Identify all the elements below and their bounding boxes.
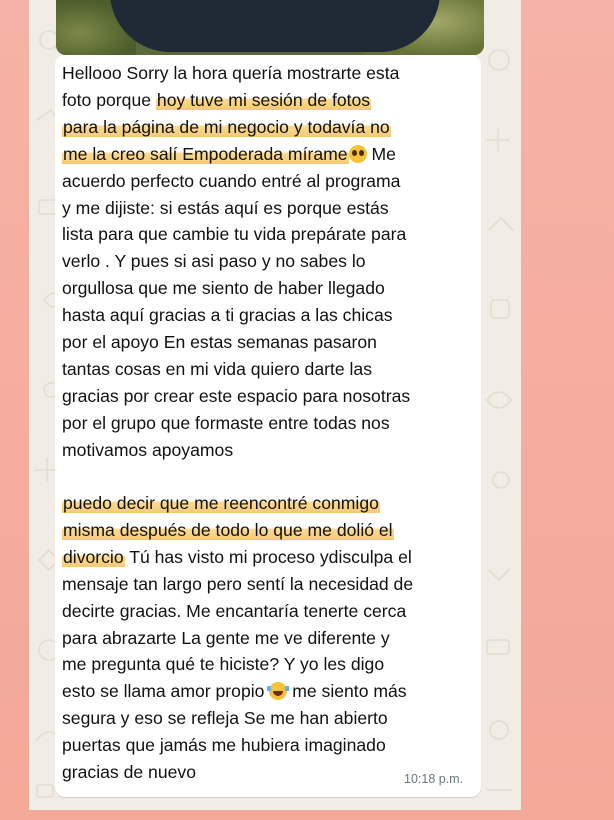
message-text: Me xyxy=(366,143,396,164)
message-line xyxy=(62,383,482,410)
message-line xyxy=(62,598,482,625)
message-timestamp: 10:18 p.m. xyxy=(404,772,464,786)
message-paragraph-1 xyxy=(62,60,482,464)
message-line xyxy=(62,141,482,168)
message-text: para abrazarte La gente me ve diferente y xyxy=(62,627,390,648)
message-line xyxy=(62,356,482,383)
message-text: acuerdo perfecto cuando entré al programa xyxy=(62,170,401,191)
message-line xyxy=(62,410,482,437)
message-text: gracias de nuevo xyxy=(62,762,196,783)
shared-photo-preview[interactable] xyxy=(56,0,484,55)
message-text: por el apoyo En estas semanas pasaron xyxy=(62,332,377,353)
message-line xyxy=(62,221,482,248)
highlighted-text: puedo decir que me reencontré conmigo xyxy=(63,493,379,513)
message-line xyxy=(62,678,482,705)
message-text: mensaje tan largo pero sentí la necesidad de xyxy=(62,573,414,594)
message-line xyxy=(62,329,482,356)
message-text: orgullosa que me siento de haber llegado xyxy=(62,278,385,299)
highlighted-text: misma después de todo lo que me dolió el xyxy=(63,519,393,540)
highlighted-text: divorcio xyxy=(63,546,124,567)
message-line xyxy=(62,705,482,732)
message-line xyxy=(62,732,482,759)
message-text: motivamos apoyamos xyxy=(62,439,234,460)
message-text: decirte gracias. Me encantaría tenerte cerca xyxy=(62,600,407,621)
highlighted-text: hoy tuve mi sesión de fotos xyxy=(156,89,371,110)
message-line xyxy=(62,168,482,195)
message-text: tantas cosas en mi vida quiero darte las xyxy=(62,358,373,379)
message-text: me siento más xyxy=(287,681,407,702)
message-line xyxy=(62,571,482,598)
message-line xyxy=(62,302,482,329)
highlighted-text: me la creo salí Empoderada mírame xyxy=(63,143,348,164)
message-line xyxy=(62,195,482,222)
message-line xyxy=(62,437,482,464)
photo-person xyxy=(110,0,440,52)
message-text: Hellooo Sorry la hora quería mostrarte esta xyxy=(62,63,400,83)
message-text: verlo . Y pues si asi paso y no sabes lo xyxy=(62,251,366,272)
message-line xyxy=(62,651,482,678)
message-line xyxy=(62,114,482,141)
message-text: me pregunta qué te hiciste? Y yo les digo xyxy=(62,654,385,675)
message-paragraph-2 xyxy=(62,490,482,786)
message-text: hasta aquí gracias a ti gracias a las chicas xyxy=(62,305,393,326)
laughing-tears-face-icon xyxy=(269,682,287,700)
message-text: esto se llama amor propio xyxy=(62,681,270,702)
message-line xyxy=(62,517,482,544)
message-line xyxy=(62,248,482,275)
message-line xyxy=(62,87,482,114)
highlighted-text: para la página de mi negocio y todavía no xyxy=(63,116,390,137)
message-line xyxy=(62,625,482,652)
message-text: segura y eso se refleja Se me han abierto xyxy=(62,708,388,729)
message-text: foto porque xyxy=(62,89,156,110)
message-text: lista para que cambie tu vida prepárate para xyxy=(62,224,407,245)
message-line xyxy=(62,544,482,571)
message-text: Tú has visto mi proceso ydisculpa el xyxy=(124,546,412,567)
message-text: puertas que jamás me hubiera imaginado xyxy=(62,735,386,756)
message-text: y me dijiste: si estás aquí es porque estás xyxy=(62,197,389,218)
pleading-face-icon xyxy=(349,145,367,163)
message-line xyxy=(62,60,482,87)
message-line xyxy=(62,490,482,517)
message-line xyxy=(62,275,482,302)
message-text: gracias por crear este espacio para nosotras xyxy=(62,385,411,406)
message-text: por el grupo que formaste entre todas nos xyxy=(62,412,390,433)
